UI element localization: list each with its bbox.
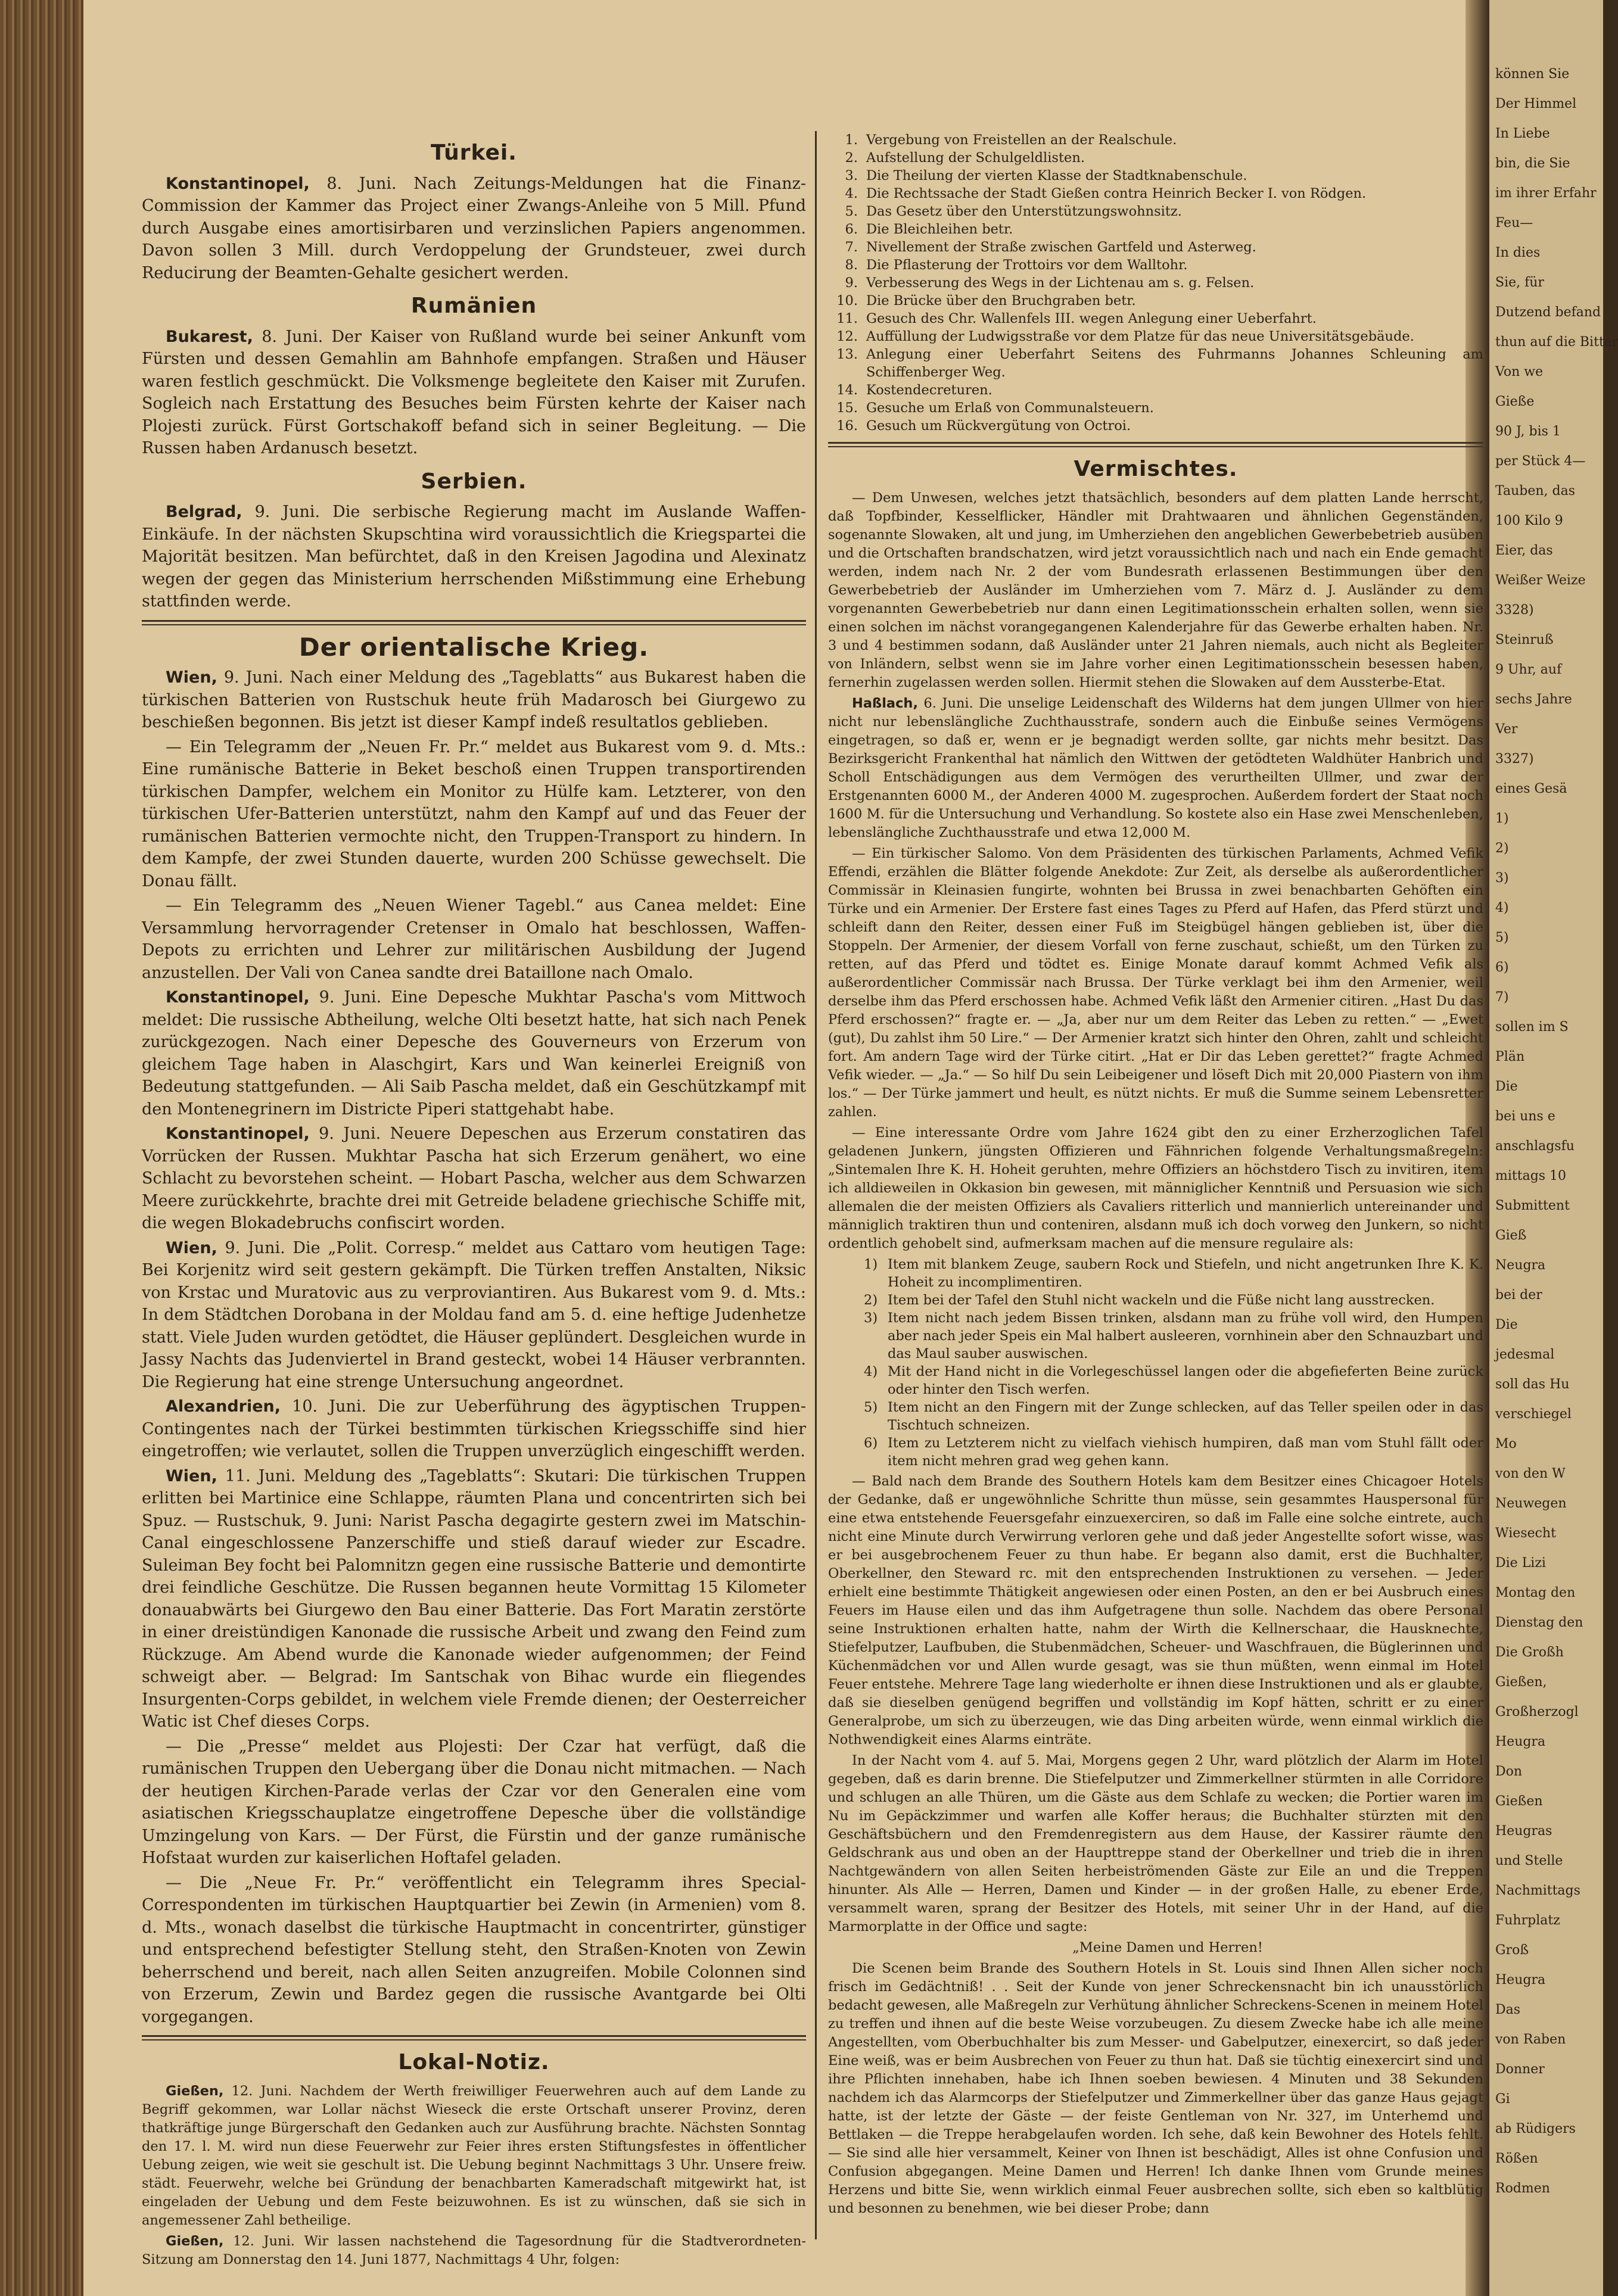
edge-line: Ver — [1495, 722, 1518, 737]
rule-item — [864, 1256, 1483, 1291]
article-text: 8. Juni. Nach Zeitungs-Meldungen hat die Finanz-Commission der Kammer das Project einer Zwangs-Anleihe von 5 Mill. Pfund durch Ausgabe eines amortisirbaren und verzinslichen Papiers angenommen. Davon sollen 3 Mill. durch Verdoppelung der Grundsteuer, zwei durch Reducirung der Beamten-Gehalte gesichert werden. — [142, 174, 806, 282]
book-edge — [0, 0, 83, 2296]
article-paragraph: — Eine interessante Ordre vom Jahre 1624 gibt den zu einer Erzherzoglichen Tafel geladenen Junkern, jüngsten Offizieren und Fähnrichen folgende Verhaltungsmaßregeln: „Sintemalen Ihre K. H. Hoheit geruhten, mehre Offiziers an höchstdero Tisch zu invitiren, item ich alldieweilen in Okkasion bin gewesen, mit männiglicher Kenntniß und Persuasion wie sich allemalen die der meisten Offiziers als Cavaliers ritterlich und mannierlich untereinander und männiglich traktiren thun und conteniren, alsdann muß ich doch vorweg den Junkern, so nicht ordentlich gehobelt sind, aufmerksam machen auf die mensure regulaire als: — [828, 1124, 1483, 1251]
agenda-item — [828, 238, 1483, 256]
edge-line: können Sie — [1495, 67, 1570, 82]
section-rule — [142, 2035, 806, 2040]
rule-item — [864, 1309, 1483, 1363]
edge-line: Steinruß — [1495, 633, 1554, 647]
agenda-number: 15. — [836, 400, 858, 416]
edge-line: Donner — [1495, 2062, 1545, 2077]
dateline-place: Gießen, — [166, 2233, 224, 2249]
speech-title: „Meine Damen und Herren! — [1072, 1939, 1263, 1955]
edge-line: 3) — [1495, 871, 1509, 886]
section-title-krieg: Der orientalische Krieg. — [298, 632, 649, 662]
agenda-item — [828, 274, 1483, 292]
section-title-vermischtes: Vermischtes. — [1074, 457, 1238, 481]
rules-list — [828, 1256, 1483, 1470]
agenda-item — [828, 220, 1483, 238]
edge-line: Mo — [1495, 1437, 1517, 1451]
dateline-place: Wien, — [166, 1238, 217, 1257]
section-title-tuerkei: Türkei. — [431, 141, 517, 165]
article-text: 10. Juni. Die zur Ueberführung des ägyptischen Truppen-Contingentes nach der Türkei bestimmten türkischen Kriegsschiffe sind hier eingetroffen; wie verlautet, sollen die Truppen unverzüglich eingeschifft werden. — [142, 1397, 806, 1460]
article-paragraph — [142, 1237, 806, 1394]
edge-line: Rodmen — [1495, 2181, 1550, 2196]
edge-line: 6) — [1495, 960, 1509, 975]
agenda-text: Die Rechtssache der Stadt Gießen contra Heinrich Becker I. von Rödgen. — [866, 186, 1367, 201]
edge-line: 90 J, bis 1 — [1495, 424, 1561, 439]
edge-line: Don — [1495, 1764, 1523, 1779]
article-paragraph — [142, 895, 806, 984]
edge-line: Neuwegen — [1495, 1496, 1567, 1511]
edge-line: Wiesecht — [1495, 1526, 1556, 1541]
agenda-text: Gesuch um Rückvergütung von Octroi. — [866, 418, 1131, 434]
agenda-text: Anlegung einer Ueberfahrt Seitens des Fuhrmanns Johannes Schleuning am Schiffenberger Weg. — [866, 347, 1483, 380]
edge-line: 7) — [1495, 990, 1509, 1005]
dateline-place: Alexandrien, — [166, 1397, 281, 1416]
edge-line: Montag den — [1495, 1585, 1576, 1600]
dateline-place: Konstantinopel, — [166, 988, 310, 1007]
edge-line: im ihrer Erfahr — [1495, 186, 1597, 201]
article-paragraph — [142, 1736, 806, 1870]
article-paragraph: — Bald nach dem Brande des Southern Hotels kam dem Besitzer eines Chicagoer Hotels der Gedanke, daß er ungewöhnliche Schritte thun müsse, sein gesammtes Hauspersonal für eine etwa entstehende Feuersgefahr einzuexerciren, so daß im Falle eine solche eintrete, auch nicht eine Minute durch Verwirrung verloren gehe und daß jeder Angestellte sofort wisse, was er bei ausgebrochenem Feuer zu thun habe. Er begann also damit, erst die Buchhalter, Oberkellner, den Steward rc. mit den entsprechenden Instruktionen zu versehen. — Jeder erhielt eine bestimmte Thätigkeit angewiesen oder einen Posten, an den er bei Ausbruch eines Feuers im Hause eilen und das ihm Aufgetragene thun solle. Nachdem das obere Personal seine Instruktionen erhalten hatte, nahm der Wirth die Kellnerschaar, die Hausknechte, Stiefelputzer, Laufbuben, die Stubenmädchen, Scheuer- und Waschfrauen, die Büglerinnen und Küchenmädchen vor und Allen wurde gesagt, was sie thun müßten, wenn einmal im Hotel Feuer entstehe. Mehrere Tage lang wiederholte er ihnen diese Instruktionen und als er glaubte, daß sie dieselben genügend begriffen und vollständig im Kopf hätten, schritt er zu einer Generalprobe, um sich zu überzeugen, wie das Ding arbeiten würde, wenn einmal wirklich die Nothwendigkeit eines Alarms einträte. — [828, 1473, 1483, 1747]
article-paragraph — [142, 173, 806, 285]
edge-line: 3327) — [1495, 752, 1534, 767]
article-paragraph: — Dem Unwesen, welches jetzt thatsächlich, besonders auf dem platten Lande herrscht, daß Topfbinder, Kesselflicker, Händler mit Drahtwaaren und ähnlichen Gegenständen, sogenannte Slowaken, alt und jung, im Umherziehen den angeblichen Gewerbebetrieb ausüben und die Ortschaften brandschatzen, wird jetzt voraussichtlich nach und nach ein Ende gemacht werden, indem nach Nr. 2 der vom Bundesrath erlassenen Bestimmungen über den Gewerbebetrieb der Ausländer im Umherziehen vom 7. März d. J. Ausländer zu dem vorgenannten Gewerbebetrieb nur dann einen Legitimationsschein erhalten sollen, wenn sie einen solchen im nächst vorangegangenen Kalenderjahre für das Gewerbe erhalten haben. Nr. 3 und 4 bestimmen sodann, daß Ausländer unter 21 Jahren niemals, auch nicht als Begleiter von Inländern, selbst wenn sie im Jahre vorher einen Legitimationsschein besessen haben, fernerhin zugelassen werden sollen. Hiermit stehen die Slowaken auf dem Aussterbe-Etat. — [828, 490, 1483, 690]
edge-line: 9 Uhr, auf — [1495, 662, 1562, 677]
edge-line: Submittent — [1495, 1198, 1570, 1213]
column-divider — [815, 131, 817, 2239]
agenda-text: Auffüllung der Ludwigsstraße vor dem Platze für das neue Universitätsgebäude. — [866, 329, 1414, 344]
edge-line: 1) — [1495, 811, 1509, 826]
article-paragraph — [142, 501, 806, 613]
agenda-number: 5. — [845, 204, 858, 219]
article-text: 9. Juni. Neuere Depeschen aus Erzerum constatiren das Vorrücken der Russen. Mukhtar Pascha hat sich Erzerum genähert, wo eine Schlacht zu bevorstehen scheint. — Hobart Pascha, welcher aus dem Schwarzen Meere zurückkehrte, brachte drei mit Getreide beladene griechische Schiffe mit, die wegen Blokadebruchs confiscirt worden. — [142, 1124, 806, 1232]
rule-text: Item nicht nach jedem Bissen trinken, alsdann man zu frühe voll wird, den Humpen aber nach jeder Speis ein Mal halbert ausleeren, vornhinein aber den Schnauzbart und das Maul sauber auswischen. — [888, 1310, 1483, 1362]
agenda-item — [828, 149, 1483, 167]
edge-line: jedesmal — [1495, 1347, 1555, 1362]
edge-line: per Stück 4— — [1495, 454, 1586, 469]
agenda-item — [828, 256, 1483, 274]
dateline-place: Belgrad, — [166, 503, 242, 521]
dateline-place: Haßlach, — [852, 695, 918, 711]
agenda-item — [828, 328, 1483, 345]
right-column — [828, 131, 1483, 2220]
article-text: — Die „Neue Fr. Pr.“ veröffentlicht ein Telegramm ihres Special-Correspondenten im türkischen Hauptquartier bei Zewin (in Armenien) vom 8. d. Mts., wonach daselbst die türkische Hauptmacht in concentrirter, günstiger und entsprechend befestigter Stellung steht, den Straßen-Knoten von Zewin beherrschend und bereit, nach allen Seiten anzugreifen. Mobile Colonnen sind von Erzerum, Zewin und Bardez gegen die russische Avantgarde bei Olti vorgegangen. — [142, 1873, 806, 2026]
article-paragraph — [828, 694, 1483, 842]
adjacent-page-edge — [1489, 0, 1618, 2296]
agenda-number: 10. — [836, 293, 858, 309]
krieg-articles — [142, 666, 806, 2028]
agenda-text: Gesuch des Chr. Wallenfels III. wegen Anlegung einer Ueberfahrt. — [866, 311, 1317, 326]
edge-line: mittags 10 — [1495, 1169, 1567, 1183]
rule-text: Mit der Hand nicht in die Vorlegeschüssel langen oder die abgefieferten Beine zurück oder hinter den Tisch werfen. — [888, 1363, 1483, 1397]
edge-line: Heugra — [1495, 1734, 1546, 1749]
rule-number: 1) — [864, 1256, 878, 1272]
edge-line: Die Lizi — [1495, 1556, 1546, 1571]
article-paragraph — [142, 2232, 806, 2269]
edge-line: Heugra — [1495, 1973, 1546, 1987]
dateline-place: Gießen, — [166, 2083, 224, 2099]
article-text: — Ein Telegramm des „Neuen Wiener Tagebl.“ aus Canea meldet: Eine Versammlung hervorragender Cretenser in Omalo hat beschlossen, Waffen-Depots zu errichten und Lehrer zur militärischen Ausbildung der Jugend anzustellen. Der Vali von Canea sandte drei Bataillone nach Omalo. — [142, 896, 806, 982]
article-text: 9. Juni. Nach einer Meldung des „Tageblatts“ aus Bukarest haben die türkischen Batterien von Rustschuk heute früh Madarosch bei Giurgewo zu beschießen begonnen. Bis jetzt ist dieser Kampf indeß resultatlos geblieben. — [142, 668, 806, 731]
edge-line: soll das Hu — [1495, 1377, 1570, 1392]
section-title-rumaenien: Rumänien — [410, 294, 537, 318]
agenda-number: 16. — [836, 418, 858, 434]
edge-line: Gieß — [1495, 1228, 1527, 1243]
edge-line: bei der — [1495, 1288, 1542, 1303]
edge-line: Das — [1495, 2002, 1521, 2017]
left-column — [142, 131, 806, 2272]
edge-line: Groß — [1495, 1943, 1529, 1958]
article-text: 12. Juni. Wir lassen nachstehend die Tagesordnung für die Stadtverordneten-Sitzung am Donnerstag den 14. Juni 1877, Nachmittags 4 Uhr, folgen: — [142, 2233, 806, 2267]
edge-line: In dies — [1495, 245, 1541, 260]
edge-line: 100 Kilo 9 — [1495, 513, 1563, 528]
article-text: 9. Juni. Die „Polit. Corresp.“ meldet aus Cattaro vom heutigen Tage: Bei Korjenitz wird seit gestern gekämpft. Die Türken treffen Anstalten, Niksic von Krstac und Muratovic aus zu verproviantiren. Aus Bukarest vom 9. d. Mts.: In dem Städtchen Dorobana in der Moldau fand am 5. d. eine heftige Judenhetze statt. Viele Juden wurden getödtet, die Häuser geplündert. Desgleichen wurde in Jassy Nachts das Judenviertel in Brand gesteckt, wobei 14 Häuser verbrannten. Die Regierung hat eine strenge Untersuchung angeordnet. — [142, 1238, 806, 1391]
article-paragraph: — Ein türkischer Salomo. Von dem Präsidenten des türkischen Parlaments, Achmed Vefik Effendi, erzählen die Blätter folgende Anekdote: Zur Zeit, als derselbe als außerordentlicher Commissär in Kleinasien fungirte, wohnten bei Brussa in zwei benachbarten Gehöften ein Türke und ein Armenier. Der Erstere fast eines Tages zu Pferd auf Hafen, das Pferd stürzt und schleift dann den Reiter, dessen einer Fuß im Steigbügel hängen geblieben ist, über die Stoppeln. Der Armenier, der diesem Vorfall von ferne zuschaut, schießt, um den Türken zu retten, auf das Pferd und tödtet es. Einige Monate darauf kommt Achmed Vefik als außerordentlicher Commissär nach Brussa. Der Türke verklagt bei ihm den Armenier, weil derselbe ihm das Pferd erschossen habe. Achmed Vefik läßt den Armenier citiren. „Hast Du das Pferd erschossen?“ fragte er. — „Ja, aber nur um dem Reiter das Leben zu retten.“ — „Ewet (gut), Du zahlst ihm 50 Lire.“ — Der Armenier kratzt sich hinter den Ohren, zahlt und schleicht fort. Am andern Tage wird der Türke citirt. „Hat er Dir das Leben gerettet?“ fragte Achmed Vefik wieder. — „Ja.“ — So hilf Du sein Leibeigener und löseft Dich mit 20,000 Piastern von ihm los.“ — Der Türke jammert und heult, es nützt nichts. Er muß die Summe seinem Lebensretter zahlen. — [828, 845, 1483, 1120]
section-title-lokal: Lokal-Notiz. — [398, 2050, 550, 2074]
article-paragraph: Die Scenen beim Brande des Southern Hotels in St. Louis sind Ihnen Allen sicher noch frisch im Gedächtniß! . . Seit der Kunde von jener Schreckensnacht bin ich unausstörlich bedacht gewesen, alle Maßregeln zur Verhütung ähnlicher Schreckens-Scenen in meinem Hotel zu treffen und ihnen auf die beste Weise vorzubeugen. Zu diesem Zwecke habe ich alle meine Angestellten, vom Oberbuchhalter bis zum Messer- und Gabelputzer, einexercirt, so daß jeder Eine weiß, was er beim Ausbrechen von Feuer zu thun hat. Daß sie tüchtig einexercirt sind und ihre Pflichten innehaben, habe ich Ihnen soeben bewiesen. 4 Minuten und 38 Sekunden nachdem ich das Alarmcorps der Stiefelputzer und Zimmerkellner über das ganze Haus gejagt hatte, ist der letzte der Gäste — der feiste Gentleman von Nr. 327, im Unterhemd und Bettlaken — die Treppe herabgelaufen worden. Ich sehe, daß kein Bewohner des Hotels fehlt. — Sie sind alle hier versammelt, Keiner von Ihnen ist beschädigt, Alles ist ohne Confusion und Confusion abgegangen. Meine Damen und Herren! Ich danke Ihnen vom Grunde meines Herzens und bitte Sie, wenn wirklich einmal Feuer ausbrechen sollte, sich eben so kaltblütig und besonnen zu benehmen, wie bei dieser Probe; dann — [828, 1960, 1483, 2216]
agenda-item — [828, 417, 1483, 435]
agenda-text: Gesuche um Erlaß von Communalsteuern. — [866, 400, 1154, 416]
edge-line: Feu— — [1495, 216, 1533, 230]
dateline-place: Bukarest, — [166, 327, 253, 346]
edge-line: bin, die Sie — [1495, 156, 1570, 171]
rule-number: 4) — [864, 1363, 878, 1379]
agenda-text: Die Pflasterung der Trottoirs vor dem Walltohr. — [866, 257, 1188, 273]
agenda-text: Das Gesetz über den Unterstützungswohnsitz. — [866, 204, 1182, 219]
edge-line: Gieße — [1495, 394, 1535, 409]
agenda-item — [828, 310, 1483, 328]
section-rule — [828, 442, 1483, 447]
article-paragraph — [142, 1123, 806, 1235]
edge-line: ab Rüdigers — [1495, 2121, 1576, 2136]
agenda-text: Die Theilung der vierten Klasse der Stadtknabenschule. — [866, 168, 1247, 183]
edge-line: 5) — [1495, 930, 1509, 945]
article-text: 11. Juni. Meldung des „Tageblatts“: Skutari: Die türkischen Truppen erlitten bei Martinice eine Schlappe, räumten Plana und concentrirten sich bei Spuz. — Rustschuk, 9. Juni: Narist Pascha degagirte gestern zwei im Matschin-Canal eingeschlossene Panzerschiffe und stieß darauf wieder zur Escadre. Suleiman Bey focht bei Palomnitzn gegen eine russische Batterie und demontirte drei feindliche Geschütze. Die Russen begannen heute Vormittag 15 Kilometer donauabwärts bei Giurgewo den Bau einer Batterie. Das Fort Maratin zerstörte in einer dreistündigen Kanonade die russische Arbeit und zwang den Feind zum Rückzuge. Am Abend wurde die Kanonade wieder aufgenommen; der Feind schweigt aber. — Belgrad: Im Santschak von Bihac wurde ein fliegendes Insurgenten-Corps gebildet, in welchem viele Fremde dienen; der Oesterreicher Watic ist Chef dieses Corps. — [142, 1466, 806, 1731]
agenda-item — [828, 185, 1483, 203]
rule-item — [864, 1291, 1483, 1309]
edge-line: anschlagsfu — [1495, 1139, 1575, 1154]
article-paragraph — [142, 666, 806, 734]
edge-line: Neugra — [1495, 1258, 1546, 1273]
dateline-place: Wien, — [166, 1466, 217, 1485]
edge-line: Nachmittags — [1495, 1883, 1580, 1898]
dateline-place: Wien, — [166, 668, 217, 687]
agenda-number: 11. — [836, 311, 858, 326]
article-paragraph — [142, 1395, 806, 1463]
edge-line: Von we — [1495, 365, 1544, 379]
agenda-text: Die Bleichleihen betr. — [866, 222, 1013, 237]
article-paragraph — [142, 326, 806, 460]
article-paragraph: In der Nacht vom 4. auf 5. Mai, Morgens gegen 2 Uhr, ward plötzlich der Alarm im Hotel gegeben, daß es darin brenne. Die Stiefelputzer und Zimmerkellner stürmten in alle Corridore und schlugen an alle Thüren, um die Gäste aus dem Schlafe zu wecken; die Portier waren im Nu im Gepäckzimmer und warfen alle Koffer heraus; die Buchhalter stürzten mit den Geschäftsbüchern und den Fremdenregistern aus dem Hause, der Kassirer räumte den Geldschrank aus und oben an der Haupttreppe stand der Oberkellner und trieb die in ihren Nachtgewändern von allen Seiten herbeiströmenden Gäste zur Eile an und die Treppen hinunter. Als Alle — Herren, Damen und Kinder — in der großen Halle, zu ebener Erde, versammelt waren, sprang der Besitzer des Hotels, mit seiner Uhr in der Hand, auf die Marmorplatte in der Office und sagte: — [828, 1752, 1483, 1934]
article-paragraph — [142, 736, 806, 893]
agenda-item — [828, 167, 1483, 185]
rule-item — [864, 1363, 1483, 1398]
agenda-number: 14. — [836, 382, 858, 398]
edge-line: 2) — [1495, 841, 1509, 856]
article-text: — Ein Telegramm der „Neuen Fr. Pr.“ meldet aus Bukarest vom 9. d. Mts.: Eine rumänische Batterie in Beket beschoß einen Truppen transportirenden türkischen Dampfer, welchem ein Monitor zu Hülfe kam. Letzterer, von den türkischen Ufer-Batterien unterstützt, nahm den Kampf auf und das Feuer der rumänischen Batterien vermochte nicht, den Truppen-Transport zu hindern. In dem Kampfe, der zwei Stunden dauerte, wurden 200 Schüsse gewechselt. Die Donau fällt. — [142, 737, 806, 890]
article-text: 8. Juni. Der Kaiser von Rußland wurde bei seiner Ankunft vom Fürsten und dessen Gemahlin am Bahnhofe empfangen. Straßen und Häuser waren festlich geschmückt. Die Volksmenge begleitete den Kaiser mit Zurufen. Sogleich nach Erstattung des Besuches beim Fürsten kehrte der Kaiser nach Plojesti zurück. Fürst Gortschakoff befand sich in seiner Begleitung. — Die Russen haben Ardanusch besetzt. — [142, 327, 806, 457]
agenda-text: Verbesserung des Wegs in der Lichtenau am s. g. Felsen. — [866, 275, 1255, 291]
agenda-item — [828, 399, 1483, 417]
dateline-place: Konstantinopel, — [166, 1124, 310, 1143]
rule-text: Item nicht an den Fingern mit der Zunge schlecken, auf das Teller speilen oder in das Tischtuch schneizen. — [888, 1399, 1483, 1433]
rule-item — [864, 1434, 1483, 1470]
agenda-number: 9. — [845, 275, 858, 291]
agenda-number: 2. — [845, 150, 858, 166]
rule-text: Item mit blankem Zeuge, saubern Rock und Stiefeln, und nicht angetrunken Ihre K. K. Hoheit zu incomplimentiren. — [888, 1256, 1483, 1290]
edge-line: Die — [1495, 1079, 1518, 1094]
rule-number: 5) — [864, 1399, 878, 1415]
edge-line: thun auf die Bitter — [1495, 335, 1618, 350]
edge-line: Fuhrplatz — [1495, 1913, 1560, 1928]
article-text: — Die „Presse“ meldet aus Plojesti: Der Czar hat verfügt, daß die rumänischen Truppen den Uebergang über die Donau nicht mitmachen. — Nach der heutigen Kirchen-Parade verlas der Czar vor den Generalen eine vom asiatischen Kriegsschauplatze eingetroffene Depesche über die vollständige Umzingelung von Kars. — Der Fürst, die Fürstin und der ganze rumänische Hofstaat wurden zur kaiserlichen Hoftafel geladen. — [142, 1737, 806, 1867]
rule-text: Item zu Letzterem nicht zu vielfach viehisch humpiren, daß man vom Stuhl fällt oder item nicht mehren grad weg gehen kann. — [888, 1435, 1483, 1469]
edge-line: eines Gesä — [1495, 781, 1567, 796]
agenda-number: 6. — [845, 222, 858, 237]
rule-number: 2) — [864, 1292, 878, 1308]
edge-line: Tauben, das — [1495, 484, 1575, 499]
agenda-list — [828, 131, 1483, 435]
article-text: 6. Juni. Die unselige Leidenschaft des Wilderns hat dem jungen Ullmer von hier nicht nur lebenslängliche Zuchthausstrafe, sondern auch die Einbuße seines Vermögens eingetragen, so daß er, wenn er je begnadigt werden sollte, gar nichts mehr besitzt. Das Bezirksgericht Frankenthal hat nämlich den Wittwen der getödteten Waldhüter Hanbrich und Scholl Entschädigungen aus dem Vermögen des verurtheilten Ullmer, und zwar der Erstgenannten 6000 M., der Anderen 4000 M. zugesprochen. Außerdem fordert der Staat noch 1600 M. für die Untersuchung und Verhandlung. So kostete also ein Hase zwei Menschenleben, lebenslängliche Zuchthausstrafe und etwa 12,000 M. — [828, 695, 1483, 840]
agenda-number: 12. — [836, 329, 858, 344]
edge-line: von den W — [1495, 1466, 1566, 1481]
edge-line: von Raben — [1495, 2032, 1566, 2047]
section-title-serbien: Serbien. — [421, 469, 527, 494]
agenda-text: Nivellement der Straße zwischen Gartfeld und Asterweg. — [866, 239, 1256, 255]
edge-line: bei uns e — [1495, 1109, 1555, 1124]
edge-line: Eier, das — [1495, 543, 1553, 558]
rule-text: Item bei der Tafel den Stuhl nicht wackeln und die Füße nicht lang ausstrecken. — [888, 1292, 1435, 1308]
agenda-item — [828, 381, 1483, 399]
article-paragraph — [142, 1872, 806, 2029]
edge-line: Weißer Weize — [1495, 573, 1586, 588]
agenda-text: Vergebung von Freistellen an der Realschule. — [866, 132, 1177, 148]
article-paragraph — [142, 986, 806, 1120]
agenda-number: 3. — [845, 168, 858, 183]
rule-number: 3) — [864, 1310, 878, 1326]
edge-line: Sie, für — [1495, 275, 1544, 290]
edge-line: Gießen — [1495, 1794, 1543, 1809]
edge-line: Heugras — [1495, 1824, 1552, 1839]
article-text: 9. Juni. Die serbische Regierung macht im Auslande Waffen-Einkäufe. In der nächsten Skupschtina wird voraussichtlich die Kriegspartei die Majorität besitzen. Man befürchtet, daß in den Kreisen Jagodina und Alexinatz wegen der gegen das Ministerium herrschenden Mißstimmung eine Erhebung stattfinden werde. — [142, 503, 806, 610]
edge-line: Gi — [1495, 2092, 1510, 2107]
edge-line: Dutzend befand — [1495, 305, 1601, 320]
rule-number: 6) — [864, 1435, 878, 1451]
rule-item — [864, 1398, 1483, 1434]
agenda-number: 4. — [845, 186, 858, 201]
edge-line: Großherzogl — [1495, 1705, 1579, 1719]
article-text: 12. Juni. Nachdem der Werth freiwilliger Feuerwehren auch auf dem Lande zu Begriff gekommen, war Lollar nächst Wieseck die erste Ortschaft unserer Provinz, deren thatkräftige junge Bürgerschaft den Gedanken auch zur Ausführung brachte. Nächsten Sonntag den 17. l. M. wird nun diese Feuerwehr zur Feier ihres ersten Stiftungsfestes in öffentlicher Uebung zeigen, wie weit sie geschult ist. Die Uebung beginnt Nachmittags 3 Uhr. Unsere freiw. städt. Feuerwehr, welche bei Gründung der benachbarten Kameradschaft mitgewirkt hat, ist eingeladen der Uebung und dem Feste beizuwohnen. Es ist zu wünschen, daß sie sich in angemessener Zahl betheilige. — [142, 2083, 806, 2228]
edge-line: Dienstag den — [1495, 1615, 1583, 1630]
agenda-number: 8. — [845, 257, 858, 273]
edge-line: In Liebe — [1495, 126, 1550, 141]
edge-line: Gießen, — [1495, 1675, 1547, 1690]
edge-line: Die — [1495, 1317, 1518, 1332]
edge-line: Der Himmel — [1495, 96, 1577, 111]
dateline-place: Konstantinopel, — [166, 174, 310, 193]
agenda-text: Kostendecreturen. — [866, 382, 992, 398]
agenda-number: 1. — [845, 132, 858, 148]
agenda-number: 13. — [836, 347, 858, 362]
article-paragraph — [142, 2082, 806, 2230]
edge-line: sollen im S — [1495, 1020, 1569, 1035]
agenda-item — [828, 345, 1483, 381]
edge-line: Die Großh — [1495, 1645, 1564, 1660]
section-rule — [142, 620, 806, 625]
edge-line: Rößen — [1495, 2151, 1538, 2166]
article-text: 9. Juni. Eine Depesche Mukhtar Pascha's vom Mittwoch meldet: Die russische Abtheilung, welche Olti besetzt hatte, hat sich nach Penek zurückgezogen. Nach einer Depesche des Gouverneurs von Erzerum von gleichem Tage haben in Alaschgirt, Kars und Wan keinerlei Ereigniß von Bedeutung stattgefunden. — Ali Saib Pascha meldet, daß ein Geschützkampf mit den Montenegrinern im Districte Piperi stattgehabt habe. — [142, 988, 806, 1119]
agenda-text: Aufstellung der Schulgeldlisten. — [866, 150, 1085, 166]
edge-line: 4) — [1495, 901, 1509, 915]
edge-line: sechs Jahre — [1495, 692, 1572, 707]
agenda-item — [828, 292, 1483, 310]
edge-line: und Stelle — [1495, 1853, 1563, 1868]
agenda-item — [828, 131, 1483, 149]
edge-line: Plän — [1495, 1049, 1525, 1064]
edge-line: verschiegel — [1495, 1407, 1572, 1422]
agenda-item — [828, 203, 1483, 220]
edge-line: 3328) — [1495, 603, 1534, 618]
agenda-text: Die Brücke über den Bruchgraben betr. — [866, 293, 1136, 309]
agenda-number: 7. — [845, 239, 858, 255]
article-paragraph — [142, 1465, 806, 1733]
